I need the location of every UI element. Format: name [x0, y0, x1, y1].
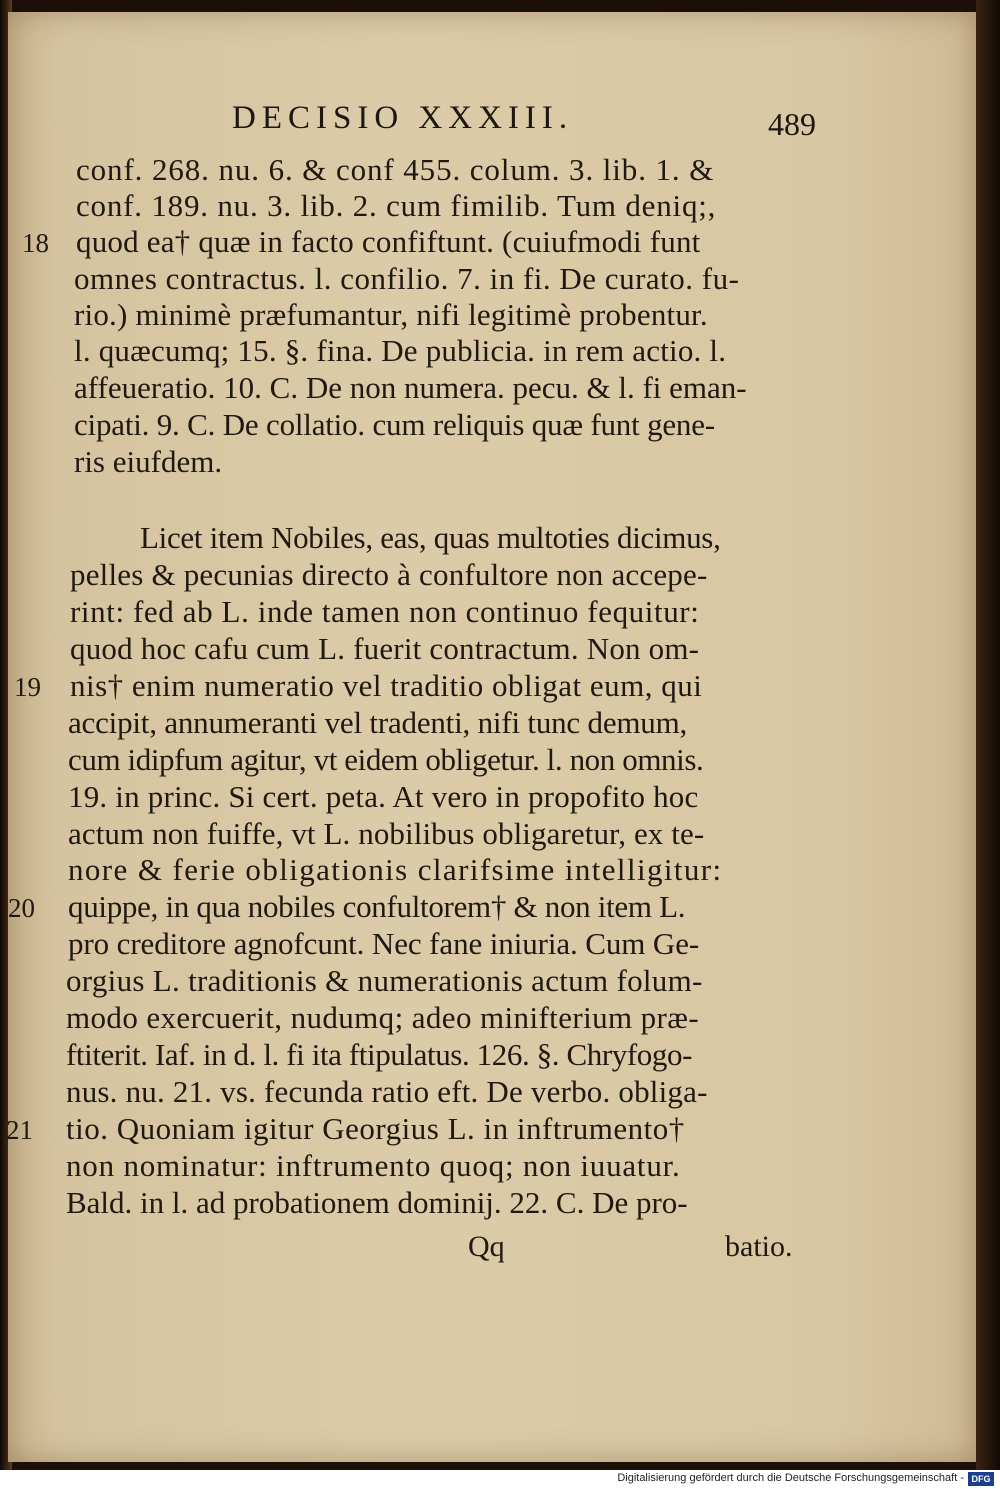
text-line: rint: fed ab L. inde tamen non continuo fequitur: [70, 594, 700, 629]
text-line: Licet item Nobiles, eas, quas multoties dicimus, [140, 520, 721, 555]
text-line: nore & ferie obligationis clarifsime intelligitur: [68, 852, 723, 887]
margin-number: 19 [14, 672, 41, 702]
text-line: 19. in princ. Si cert. peta. At vero in propofito hoc [68, 779, 699, 814]
catchword: batio. [725, 1230, 793, 1263]
text-line: pelles & pecunias directo à confultore non accepe- [70, 557, 708, 592]
text-line: actum non fuiffe, vt L. nobilibus obligaretur, ex te- [68, 816, 705, 851]
text-line: quippe, in qua nobiles confultorem† & non item L. [68, 889, 686, 924]
text-line: quod hoc cafu cum L. fuerit contractum. Non om- [70, 631, 700, 666]
text-line: accipit, annumeranti vel tradenti, nifi tunc demum, [68, 705, 688, 740]
margin-number: 18 [22, 228, 49, 258]
text-line: omnes contractus. l. confilio. 7. in fi. De curato. fu- [74, 261, 740, 296]
text-line: ftiterit. Iaf. in d. l. fi ita ftipulatus. 126. §. Chryfogo- [66, 1037, 693, 1072]
text-line: rio.) minimè præfumantur, nifi legitimè probentur. [74, 297, 708, 332]
text-line: conf. 268. nu. 6. & conf 455. colum. 3. lib. 1. & [76, 152, 715, 187]
text-line: Bald. in l. ad probationem dominij. 22. C. De pro- [66, 1185, 688, 1220]
text-line: pro creditore agnofcunt. Nec fane iniuria. Cum Ge- [68, 926, 700, 961]
text-line: conf. 189. nu. 3. lib. 2. cum fimilib. Tum deniq;, [76, 188, 717, 223]
text-line: cipati. 9. C. De collatio. cum reliquis quæ funt gene- [74, 407, 715, 442]
text-line: quod ea† quæ in facto confiftunt. (cuiufmodi funt [76, 224, 701, 259]
text-line: ris eiufdem. [74, 444, 223, 479]
text-line: cum idipfum agitur, vt eidem obligetur. l. non omnis. [68, 742, 704, 777]
text-line: nus. nu. 21. vs. fecunda ratio eft. De verbo. obliga- [66, 1074, 708, 1109]
dfg-logo: DFG [968, 1472, 994, 1486]
margin-number: 20 [8, 893, 35, 923]
text-line: modo exercuerit, nudumq; adeo minifterium præ- [66, 1000, 700, 1035]
text-line: tio. Quoniam igitur Georgius L. in inftrumento† [66, 1111, 685, 1146]
text-line: l. quæcumq; 15. §. fina. De publicia. in rem actio. l. [74, 333, 727, 368]
running-title: DECISIO XXXIII. [232, 100, 574, 136]
signature-mark: Qq [468, 1230, 505, 1263]
text-line: orgius L. traditionis & numerationis actum folum- [66, 963, 703, 998]
text-line: non nominatur: inftrumento quoq; non iuuatur. [66, 1148, 681, 1183]
book-right-edge [976, 0, 1000, 1470]
page-number: 489 [768, 106, 816, 142]
footer-credit: Digitalisierung gefördert durch die Deutsche Forschungsgemeinschaft - [617, 1472, 964, 1484]
text-line: nis† enim numeratio vel traditio obligat eum, qui [70, 668, 703, 703]
text-line: affeueratio. 10. C. De non numera. pecu. & l. fi eman- [74, 370, 747, 405]
margin-number: 21 [6, 1115, 33, 1145]
